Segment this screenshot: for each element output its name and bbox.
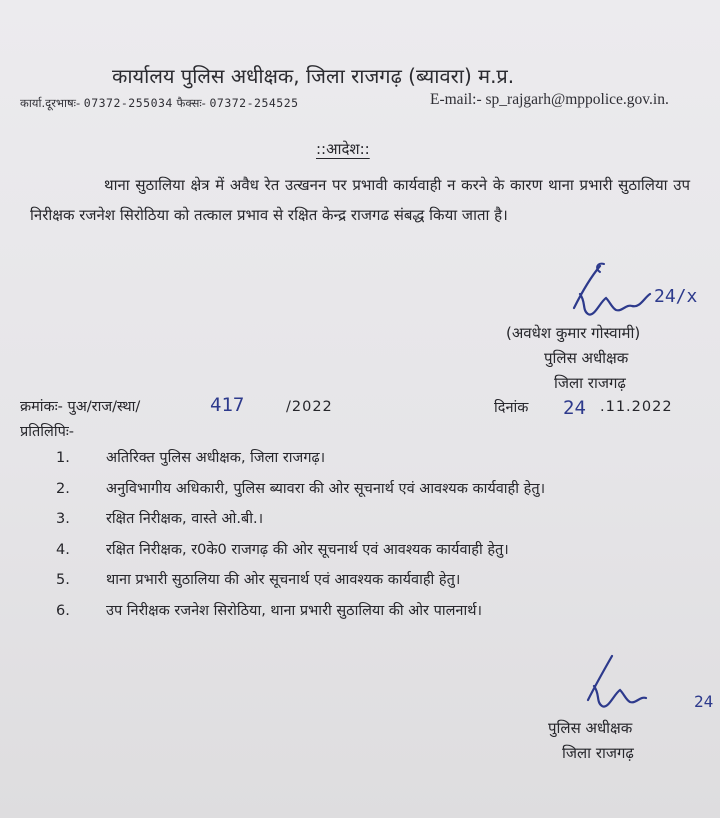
email-line: E-mail:- sp_rajgarh@mppolice.gov.in. (430, 91, 669, 108)
list-item-text: अनुविभागीय अधिकारी, पुलिस ब्यावरा की ओर सूचनार्थ एवं आवश्यक कार्यवाही हेतु। (106, 481, 546, 497)
fax-label: फैक्सः- (176, 96, 206, 110)
list-item-text: उप निरीक्षक रजनेश सिरोठिया, थाना प्रभारी सुठालिया की ओर पालनार्थ। (106, 603, 482, 619)
list-item-text: अतिरिक्त पुलिस अधीक्षक, जिला राजगढ़। (106, 450, 326, 466)
list-item (56, 599, 706, 623)
list-item-text: रक्षित निरीक्षक, वास्ते ओ.बी.। (106, 511, 264, 527)
list-item (56, 568, 706, 592)
copy-to-list (56, 446, 706, 630)
date-month-year: .11.2022 (600, 399, 673, 415)
phone-label: कार्या.दूरभाषः- (20, 96, 81, 110)
list-item (56, 446, 706, 470)
reference-year: /2022 (286, 399, 333, 415)
signatory-district: जिला राजगढ़ (554, 374, 626, 392)
order-body: थाना सुठालिया क्षेत्र में अवैध रेत उत्खनन पर प्रभावी कार्यवाही न करने के कारण थाना प्रभारी सुठालिया उप निरीक्षक रजनेश सिरोठिया को तत्काल प्रभाव से रक्षित केन्द्र राजगढ संबद्ध किया जाता है। (30, 176, 690, 224)
list-item-number: 4. (56, 542, 70, 558)
date-label: दिनांक (494, 400, 529, 416)
signatory-block (506, 321, 640, 396)
phone-number: 07372-255034 (83, 96, 173, 110)
contact-phone-fax (20, 96, 299, 111)
order-heading: ::आदेश:: (316, 140, 370, 158)
signatory-name: (अवधेश कुमार गोस्वामी) (506, 324, 641, 342)
reference-number: 417 (210, 394, 245, 416)
footer-designation: पुलिस अधीक्षक (548, 719, 633, 737)
footer-district: जिला राजगढ़ (562, 744, 634, 762)
office-title: कार्यालय पुलिस अधीक्षक, जिला राजगढ़ (ब्यावरा) म.प्र. (112, 64, 515, 88)
signatory-designation: पुलिस अधीक्षक (544, 349, 629, 367)
footer-signatory-block (548, 716, 634, 766)
list-item-number: 2. (56, 481, 70, 497)
date-day: 24 (563, 397, 586, 419)
list-item-text: रक्षित निरीक्षक, र0के0 राजगढ़ की ओर सूचनार्थ एवं आवश्यक कार्यवाही हेतु। (106, 542, 509, 558)
copy-to-label: प्रतिलिपिः- (20, 424, 75, 440)
list-item-text: थाना प्रभारी सुठालिया की ओर सूचनार्थ एवं आवश्यक कार्यवाही हेतु। (106, 572, 461, 588)
list-item (56, 507, 706, 531)
list-item (56, 538, 706, 562)
fax-number: 07372-254525 (209, 96, 299, 110)
signature-initials-date: 24/x (654, 286, 698, 307)
reference-label: क्रमांकः- पुअ/राज/स्था/ (20, 399, 141, 415)
list-item-number: 1. (56, 450, 70, 466)
list-item (56, 477, 706, 501)
list-item-number: 6. (56, 603, 70, 619)
footer-signature-mark (578, 652, 708, 722)
footer-signature-date: 24 (694, 692, 714, 711)
list-item-number: 3. (56, 511, 70, 527)
list-item-number: 5. (56, 572, 70, 588)
